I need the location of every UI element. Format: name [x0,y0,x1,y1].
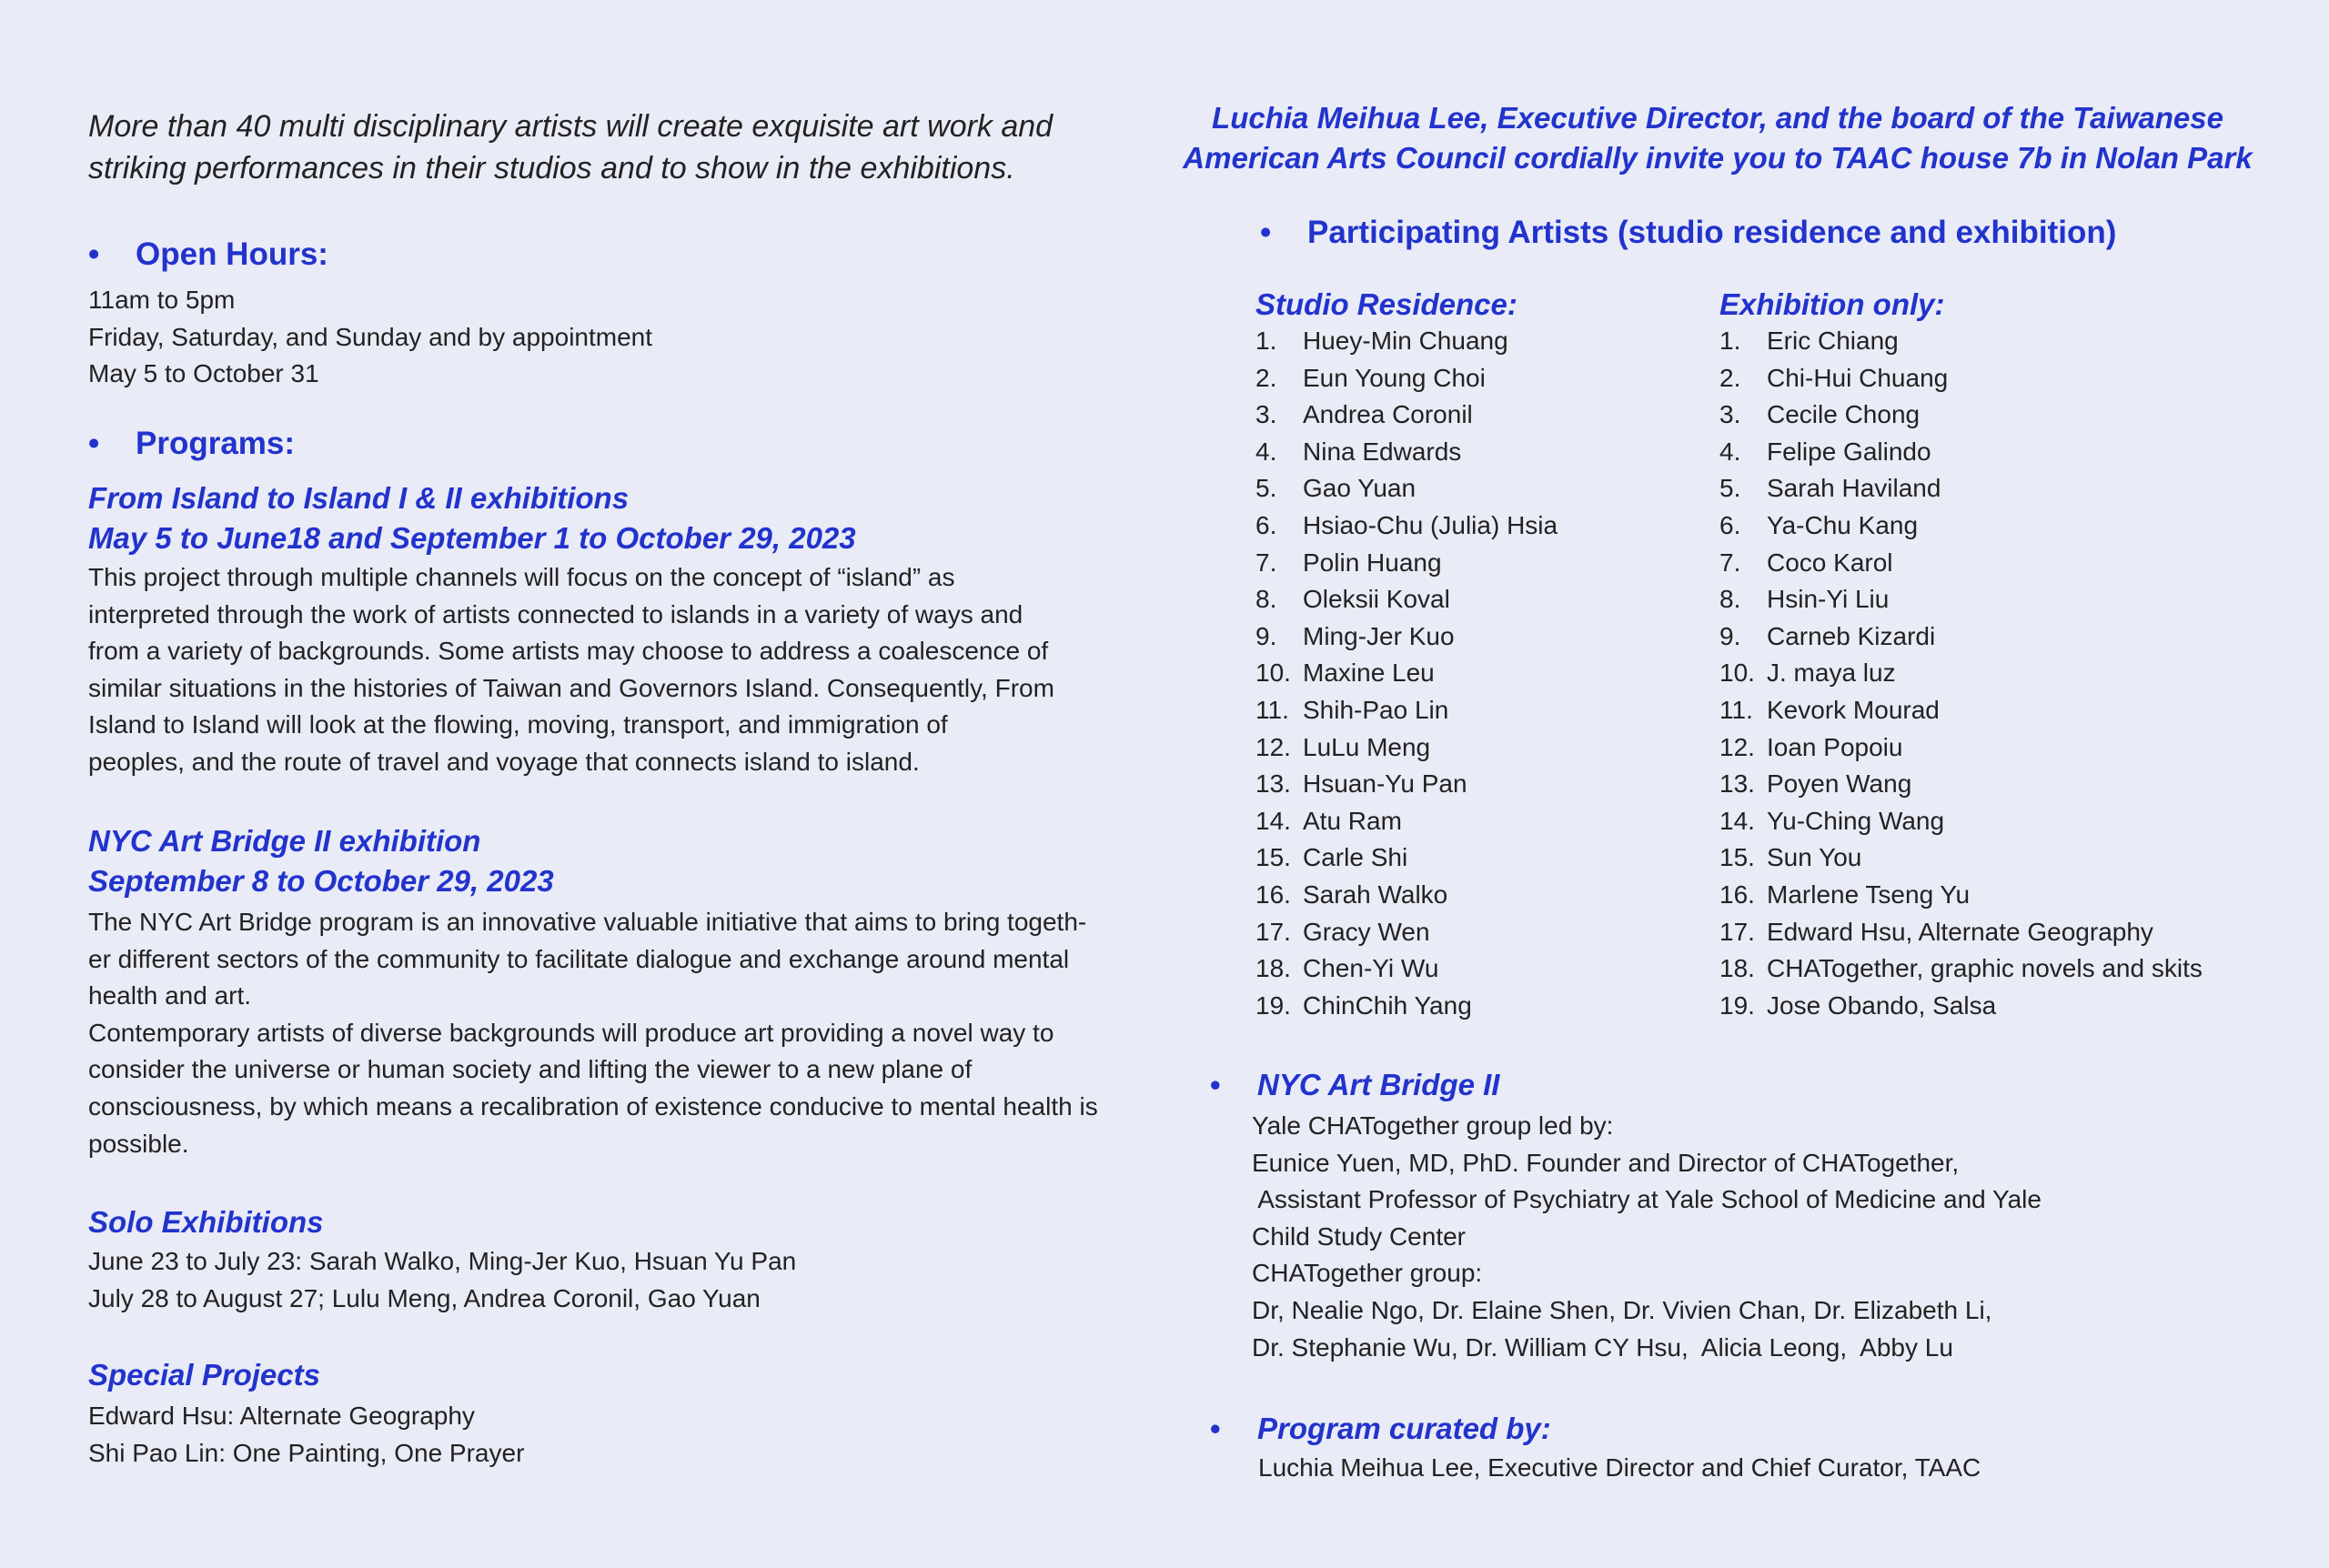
artist-number: 1. [1255,327,1277,355]
artist-name: Nina Edwards [1303,437,1462,466]
artist-list-item [1719,877,2203,914]
artbridge-line: Contemporary artists of diverse backgrounds will produce art providing a novel way to [88,1018,1054,1047]
artist-list-item [1255,360,1558,397]
island-line: Island to Island will look at the flowing, moving, transport, and immigration of [88,710,948,739]
nyc-bridge-title: NYC Art Bridge II [1257,1068,1500,1101]
artist-name: Chi-Hui Chuang [1767,363,1949,392]
special-line: Edward Hsu: Alternate Geography [88,1402,475,1430]
artist-number: 2. [1255,363,1277,392]
artist-name: CHATogether, graphic novels and skits [1767,954,2203,983]
artist-list-item [1719,360,2203,397]
artist-number: 14. [1719,806,1755,835]
artist-number: 5. [1719,474,1741,503]
island-line: peoples, and the route of travel and voyage that connects island to island. [88,747,920,776]
open-hours-title: Open Hours: [136,236,328,272]
artist-number: 12. [1719,732,1755,761]
artist-name: Ioan Popoiu [1767,732,1903,761]
artbridge-line: health and art. [88,981,252,1010]
nyc-bridge-heading [1210,1065,1499,1105]
invitation-line: American Arts Council cordially invite you to TAAC house 7b in Nolan Park [1183,141,2253,175]
island-title: From Island to Island I & II exhibitions [88,481,630,515]
island-line: This project through multiple channels will focus on the concept of “island” as [88,563,955,591]
artist-name: Eric Chiang [1767,327,1899,355]
artist-list-item [1255,397,1558,434]
open-hours-line: 11am to 5pm [88,286,236,314]
artbridge-title: NYC Art Bridge II exhibition [88,824,481,858]
nyc-bridge-line: Assistant Professor of Psychiatry at Yale School of Medicine and Yale [1252,1185,2042,1214]
artist-number: 12. [1255,732,1291,761]
artist-list-item [1719,470,2203,508]
artist-list-item [1719,545,2203,582]
bullet-icon: • [88,236,100,272]
artist-name: Jose Obando, Salsa [1767,990,1997,1020]
artist-list-item [1719,692,2203,729]
artist-list-item [1255,618,1558,656]
artist-number: 2. [1719,363,1741,392]
artist-name: Sun You [1767,843,1862,872]
exhibition-heading: Exhibition only: [1719,287,1945,321]
programs-title: Programs: [136,426,296,461]
open-hours-line: May 5 to October 31 [88,359,319,388]
artist-name: LuLu Meng [1303,732,1431,761]
invitation-text [1154,98,2282,178]
artist-list-item [1719,581,2203,618]
artist-list-item [1255,988,1558,1025]
artist-list-item [1255,323,1558,360]
solo-line: July 28 to August 27; Lulu Meng, Andrea Coronil, Gao Yuan [88,1283,761,1312]
artist-list-item [1719,434,2203,471]
island-line: from a variety of backgrounds. Some artists may choose to address a coalescence of [88,637,1049,666]
artist-name: Hsuan-Yu Pan [1303,769,1467,799]
solo-heading [88,1202,324,1242]
artist-list-item [1719,803,2203,840]
artist-list-item [1719,397,2203,434]
solo-title: Solo Exhibitions [88,1205,324,1239]
artbridge-heading [88,821,554,901]
artbridge-dates: September 8 to October 29, 2023 [88,864,554,898]
special-line: Shi Pao Lin: One Painting, One Prayer [88,1438,525,1467]
nyc-bridge-line: CHATogether group: [1252,1259,1483,1288]
artist-number: 8. [1255,585,1277,614]
artist-list-item [1719,950,2203,988]
artbridge-line: possible. [88,1129,189,1158]
invitation-line: Luchia Meihua Lee, Executive Director, and the board of the Taiwanese [1212,101,2223,135]
artist-list-item [1255,655,1558,692]
artist-name: Shih-Pao Lin [1303,695,1449,724]
artist-number: 10. [1719,658,1755,688]
bullet-icon: • [1210,1412,1221,1445]
solo-line: June 23 to July 23: Sarah Walko, Ming-Jer Kuo, Hsuan Yu Pan [88,1247,797,1275]
studio-heading: Studio Residence: [1255,287,1517,321]
solo-details [88,1243,796,1317]
nyc-bridge-line: Eunice Yuen, MD, PhD. Founder and Director of CHATogether, [1252,1148,1960,1177]
artist-number: 17. [1719,917,1755,946]
artist-name: Chen-Yi Wu [1303,954,1439,983]
artist-number: 4. [1719,437,1741,466]
intro-text [88,106,1053,189]
participating-title: Participating Artists (studio residence and exhibition) [1307,215,2117,250]
artist-list-item [1719,766,2203,803]
artist-list-item [1255,581,1558,618]
artist-list-item [1255,470,1558,508]
artist-name: Carle Shi [1303,843,1408,872]
artist-name: Eun Young Choi [1303,363,1486,392]
artist-name: Polin Huang [1303,548,1442,577]
open-hours-line: Friday, Saturday, and Sunday and by appointment [88,322,653,351]
artist-number: 7. [1719,548,1741,577]
nyc-bridge-line: Dr. Stephanie Wu, Dr. William CY Hsu, Alicia Leong, Abby Lu [1252,1332,1953,1362]
artist-number: 16. [1255,879,1291,909]
artist-name: Ya-Chu Kang [1767,510,1919,539]
artist-number: 11. [1719,695,1753,724]
island-line: similar situations in the histories of Taiwan and Governors Island. Consequently, From [88,673,1054,702]
artist-list-item [1719,729,2203,767]
island-dates: May 5 to June18 and September 1 to October 29, 2023 [88,521,856,555]
island-description [88,559,1054,781]
artbridge-line: consider the universe or human society and lifting the viewer to a new plane of [88,1055,973,1084]
artist-number: 6. [1255,510,1277,539]
artist-number: 3. [1255,400,1277,429]
nyc-bridge-line: Child Study Center [1252,1221,1467,1251]
artist-name: ChinChih Yang [1303,990,1472,1020]
artist-number: 5. [1255,474,1277,503]
curated-title: Program curated by: [1257,1412,1551,1445]
artist-name: Sarah Haviland [1767,474,1941,503]
artbridge-line: consciousness, by which means a recalibration of existence conducive to mental health is [88,1091,1098,1121]
special-heading [88,1355,320,1395]
curated-line: Luchia Meihua Lee, Executive Director and Chief Curator, TAAC [1258,1453,1981,1482]
artist-number: 18. [1255,954,1291,983]
programs-heading [88,423,295,465]
artist-name: Hsiao-Chu (Julia) Hsia [1303,510,1558,539]
special-details [88,1398,524,1472]
artbridge-line: er different sectors of the community to facilitate dialogue and exchange around mental [88,944,1070,973]
curated-heading [1210,1409,1551,1449]
artist-number: 8. [1719,585,1741,614]
intro-line: More than 40 multi disciplinary artists will create exquisite art work and [88,109,1054,144]
artist-list-item [1255,434,1558,471]
open-hours-details [88,282,652,393]
artist-list-item [1719,618,2203,656]
open-hours-heading [88,234,328,276]
artist-name: Felipe Galindo [1767,437,1931,466]
artist-name: Ming-Jer Kuo [1303,621,1455,650]
artist-number: 4. [1255,437,1277,466]
island-line: interpreted through the work of artists connected to islands in a variety of ways and [88,599,1023,628]
curated-details [1258,1450,1981,1487]
artist-number: 6. [1719,510,1741,539]
artist-number: 15. [1719,843,1755,872]
artist-list-item [1719,988,2203,1025]
artist-list-item [1719,508,2203,545]
artist-list-item [1255,950,1558,988]
artist-name: Marlene Tseng Yu [1767,879,1971,909]
special-title: Special Projects [88,1358,320,1392]
artist-list-item [1719,839,2203,877]
artist-name: Andrea Coronil [1303,400,1473,429]
artist-number: 3. [1719,400,1741,429]
artist-number: 16. [1719,879,1755,909]
artist-name: Poyen Wang [1767,769,1912,799]
artist-name: Kevork Mourad [1767,695,1940,724]
artist-list-item [1255,803,1558,840]
artist-number: 7. [1255,548,1277,577]
artist-list-item [1255,545,1558,582]
artist-list-item [1255,839,1558,877]
artist-number: 11. [1255,695,1289,724]
exhibition-list [1719,323,2203,1024]
bullet-icon: • [1260,215,1272,250]
artist-number: 9. [1255,621,1277,650]
artist-name: Oleksii Koval [1303,585,1450,614]
artist-name: Gao Yuan [1303,474,1417,503]
artist-list-item [1255,914,1558,951]
bullet-icon: • [1210,1068,1221,1101]
artist-number: 14. [1255,806,1291,835]
nyc-bridge-line: Dr, Nealie Ngo, Dr. Elaine Shen, Dr. Vivien Chan, Dr. Elizabeth Li, [1252,1295,1992,1324]
artist-name: Edward Hsu, Alternate Geography [1767,917,2153,946]
artist-number: 19. [1255,990,1291,1020]
artist-name: Yu-Ching Wang [1767,806,1945,835]
artist-list-item [1719,914,2203,951]
artist-list-item [1719,323,2203,360]
artist-number: 9. [1719,621,1741,650]
artist-number: 17. [1255,917,1291,946]
artist-name: Gracy Wen [1303,917,1430,946]
artist-number: 10. [1255,658,1291,688]
artist-name: Hsin-Yi Liu [1767,585,1890,614]
artist-name: Coco Karol [1767,548,1893,577]
nyc-bridge-line: Yale CHATogether group led by: [1252,1111,1614,1140]
artist-list-item [1255,877,1558,914]
artist-number: 19. [1719,990,1755,1020]
artist-name: Huey-Min Chuang [1303,327,1508,355]
artbridge-line: The NYC Art Bridge program is an innovative valuable initiative that aims to bring togeth- [88,908,1087,936]
artist-list-item [1255,729,1558,767]
artist-name: Carneb Kizardi [1767,621,1936,650]
studio-list [1255,323,1558,1024]
intro-line: striking performances in their studios and to show in the exhibitions. [88,151,1015,186]
island-heading [88,478,856,558]
participating-heading [1260,212,2116,254]
artist-list-item [1255,508,1558,545]
artist-name: Cecile Chong [1767,400,1921,429]
artist-number: 13. [1255,769,1291,799]
artist-number: 18. [1719,954,1755,983]
nyc-bridge-details [1252,1108,2042,1366]
artist-name: Maxine Leu [1303,658,1435,688]
artist-number: 1. [1719,327,1741,355]
artist-name: Atu Ram [1303,806,1402,835]
bullet-icon: • [88,426,100,461]
artist-list-item [1255,766,1558,803]
artist-number: 13. [1719,769,1755,799]
artist-name: J. maya luz [1767,658,1896,688]
artist-list-item [1719,655,2203,692]
artbridge-description [88,904,1098,1162]
artist-name: Sarah Walko [1303,879,1448,909]
artist-number: 15. [1255,843,1291,872]
artist-list-item [1255,692,1558,729]
